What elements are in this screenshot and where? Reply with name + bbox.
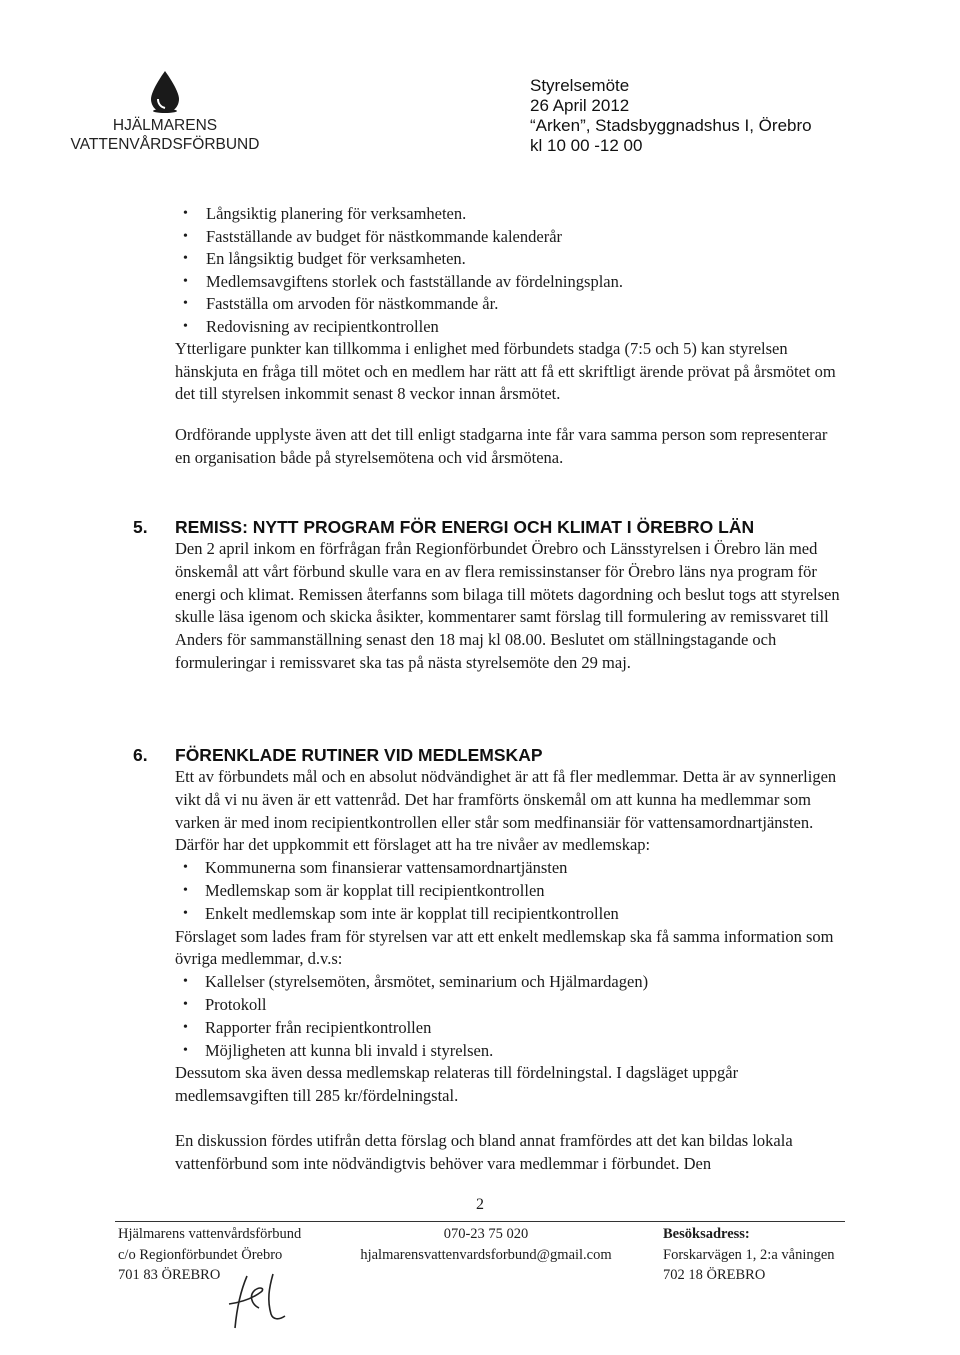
list-item: • Enkelt medlemskap som inte är kopplat till recipientkontrollen	[175, 903, 853, 926]
meeting-info	[530, 76, 812, 156]
footer-line: 702 18 ÖREBRO	[663, 1267, 766, 1283]
membership-levels-list	[175, 857, 853, 925]
footer-line: Hjälmarens vattenvårdsförbund	[118, 1226, 302, 1242]
page-number: 2	[476, 1196, 484, 1213]
footer-line: Forskarvägen 1, 2:a våningen	[663, 1246, 835, 1263]
section-paragraph: En diskussion fördes utifrån detta förslag och bland annat framfördes att det kan bildas lokala vattenförbund som inte nödvändigtvis behöver vara medlemmar i förbundet. Den	[175, 1130, 793, 1173]
meeting-date: 26 April 2012	[530, 96, 630, 115]
footer-visit-heading: Besöksadress:	[663, 1226, 750, 1242]
list-item: • Fastställa om arvoden för nästkommande år.	[175, 293, 845, 316]
list-item: • Möjligheten att kunna bli invald i styrelsen.	[175, 1040, 853, 1063]
list-item: • Kommunerna som finansierar vattensamordnartjänsten	[175, 857, 853, 880]
list-item: • Redovisning av recipientkontrollen	[175, 316, 845, 339]
section-number: 5.	[133, 517, 148, 537]
footer-phone: 070-23 75 020	[443, 1226, 529, 1242]
footer-divider	[115, 1221, 845, 1222]
water-drop-icon	[148, 70, 182, 114]
section-6	[133, 744, 853, 1176]
section-heading	[133, 744, 853, 766]
footer-visit-address	[663, 1224, 835, 1286]
org-name-line2: VATTENVÅRDSFÖRBUND	[70, 136, 260, 153]
list-item: • Protokoll	[175, 994, 853, 1017]
org-name-line1: HJÄLMARENS	[112, 117, 218, 134]
information-list	[175, 971, 853, 1062]
section-5	[133, 516, 853, 675]
intro-paragraph: Ytterligare punkter kan tillkomma i enlighet med förbundets stadga (7:5 och 5) kan styrelsen hänskjuta en fråga till mötet och en medlem har rätt att få ett skriftligt ärende prövat på årsmötet om det till styrelsen inkommit senast 8 veckor innan årsmötet.	[175, 339, 836, 403]
section-title: REMISS: NYTT PROGRAM FÖR ENERGI OCH KLIMAT I ÖREBRO LÄN	[175, 517, 755, 537]
list-item: • Långsiktig planering för verksamheten.	[175, 203, 845, 226]
section-heading	[133, 516, 853, 538]
intro-block	[175, 203, 845, 406]
list-item: • Fastställande av budget för nästkommande kalenderår	[175, 226, 845, 249]
list-item: • Rapporter från recipientkontrollen	[175, 1017, 853, 1040]
section-body	[175, 538, 853, 675]
meeting-place: “Arken”, Stadsbyggnadshus I, Örebro	[530, 116, 812, 135]
section-paragraph: Förslaget som lades fram för styrelsen var att ett enkelt medlemskap ska få samma information som övriga medlemmar, d.v.s:	[175, 926, 834, 969]
meeting-title: Styrelsemöte	[530, 76, 630, 95]
section-title: FÖRENKLADE RUTINER VID MEDLEMSKAP	[175, 745, 543, 765]
intro-paragraph: Ordförande upplyste även att det till enligt stadgarna inte får vara samma person som representerar en organisation både på styrelsemötena och vid årsmötena.	[175, 425, 828, 467]
footer-contact	[356, 1224, 616, 1265]
section-paragraph: Dessutom ska även dessa medlemskap relateras till fördelningstal. I dagsläget uppgår medlemsavgiften till 285 kr/fördelningstal.	[175, 1063, 739, 1106]
section-number: 6.	[133, 745, 148, 765]
list-item: • Kallelser (styrelsemöten, årsmötet, seminarium och Hjälmardagen)	[175, 971, 853, 994]
footer-line: c/o Regionförbundet Örebro	[118, 1246, 283, 1263]
signature-initials	[225, 1270, 295, 1334]
meeting-time: kl 10 00 -12 00	[530, 136, 643, 155]
chair-note-block	[175, 424, 845, 469]
list-item: • En långsiktig budget för verksamheten.	[175, 248, 845, 271]
footer-line: 701 83 ÖREBRO	[118, 1267, 221, 1283]
organization-logo	[60, 70, 270, 154]
footer-email: hjalmarensvattenvardsforbund@gmail.com	[360, 1246, 612, 1263]
section-body	[175, 766, 853, 1176]
intro-bullet-list	[175, 203, 845, 338]
list-item: • Medlemskap som är kopplat till recipientkontrollen	[175, 880, 853, 903]
section-paragraph: Den 2 april inkom en förfrågan från Regionförbundet Örebro och Länsstyrelsen i Örebro län med önskemål att vårt förbund skulle vara en av flera remissinstanser för Örebro läns nya program för energi och klimat. Remissen återfanns som bilaga till mötets dagordning och beslut togs att styrelsen skulle läsa igenom och skicka åsikter, kommentarer samt förslag till formulering av remissvaret till Anders för sammanställning senast den 18 maj kl 08.00. Beslutet om ställningstagande och formuleringar i remissvaret ska tas på nästa styrelsemöte den 29 maj.	[175, 539, 840, 672]
section-paragraph: Ett av förbundets mål och en absolut nödvändighet är att få fler medlemmar. Detta är av synnerligen vikt då vi nu även är ett vattenråd. Det har framförts önskemål om att kunna ha medlemmar som varken är med inom recipientkontrollen eller står som medfinansiär för vattensamordnartjänsten. Därför har det uppkommit ett förslaget att ha tre nivåer av medlemskap:	[175, 767, 837, 855]
list-item: • Medlemsavgiftens storlek och fastställande av fördelningsplan.	[175, 271, 845, 294]
